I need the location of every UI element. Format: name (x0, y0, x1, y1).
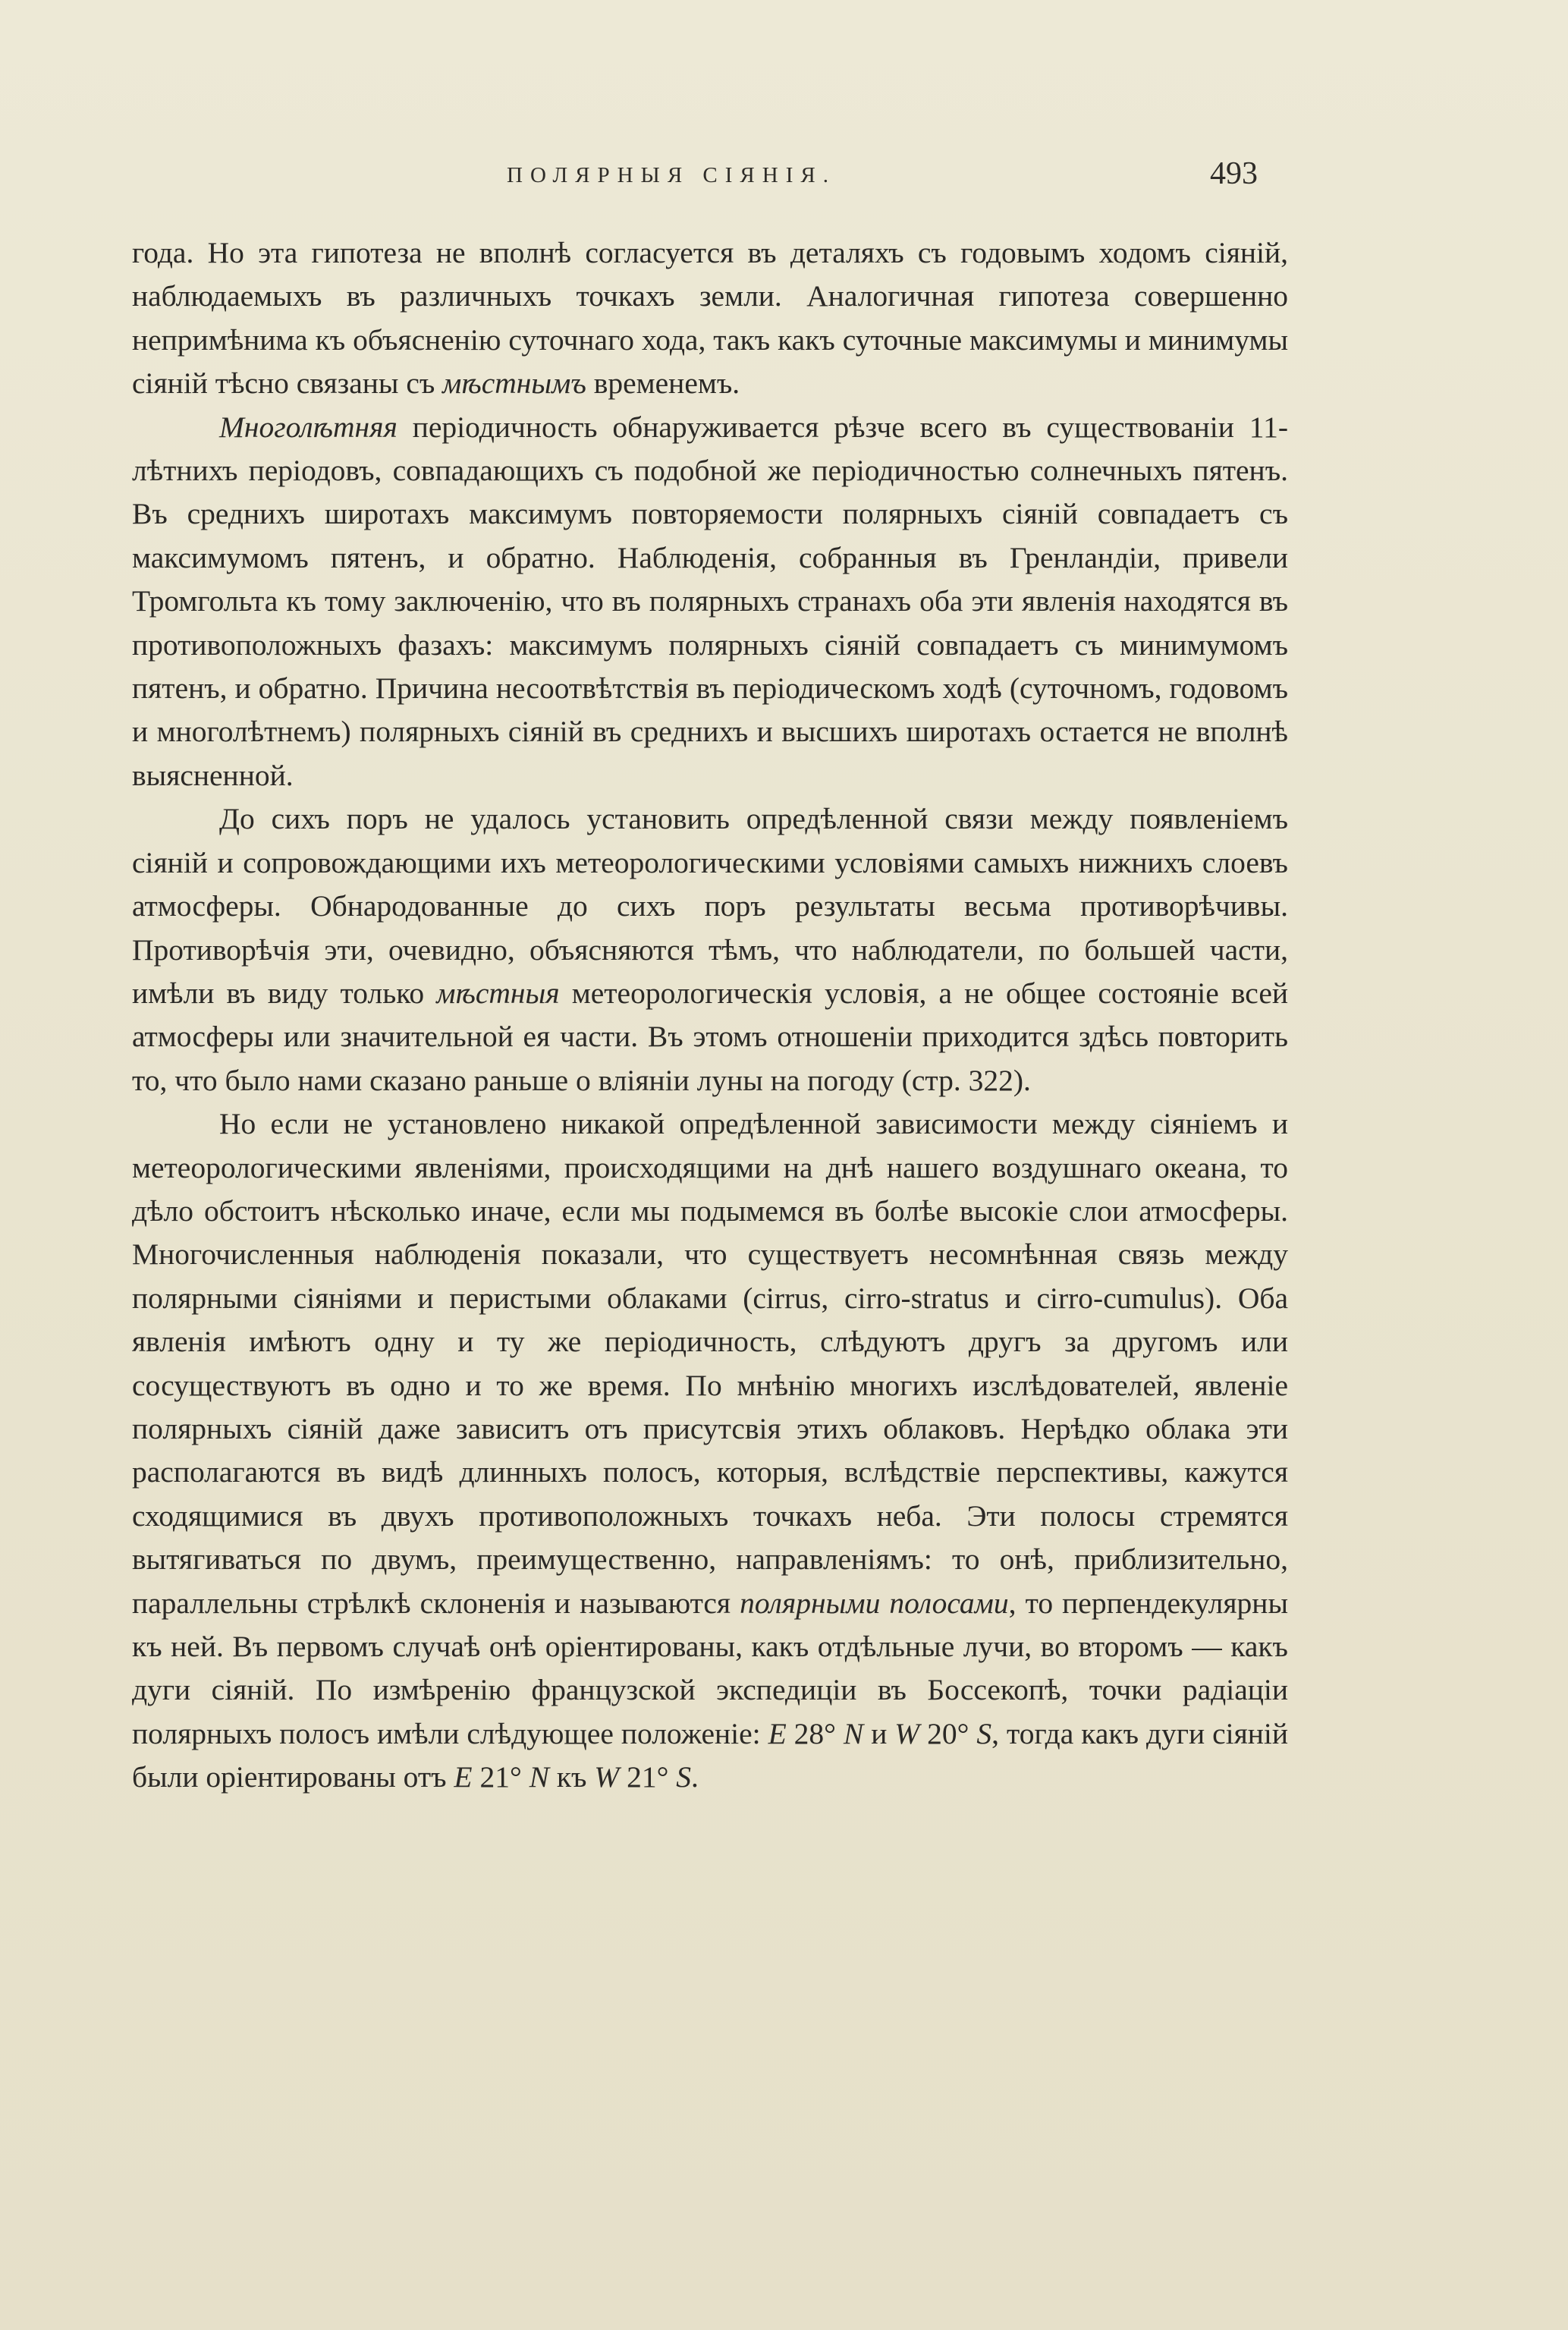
text-run: 28° (786, 1716, 844, 1750)
italic-run: W (594, 1760, 620, 1794)
italic-run: N (843, 1716, 864, 1750)
text-run: 21° (619, 1760, 677, 1794)
text-run: метеорологическія условія, а не общее состояніе всей атмосферы или значительной ея части. Въ этомъ отношеніи приходится здѣсь повторить то, что было нами сказано раньше о вліяніи луны на погоду (стр. 322). (132, 976, 1288, 1097)
italic-run: мѣстнымъ (442, 366, 586, 401)
italic-run: S (976, 1716, 992, 1750)
italic-run: полярными полосами (740, 1586, 1009, 1620)
italic-run: Многолѣтняя (219, 410, 397, 444)
paragraph (132, 1102, 1288, 1800)
paragraph (132, 231, 1288, 406)
running-head (0, 156, 1568, 201)
italic-run: N (529, 1760, 549, 1794)
text-run: , то перпендекулярны къ ней. Въ первомъ случаѣ онѣ оріентированы, какъ отдѣльные лучи, во второмъ — какъ дуги сіяній. По измѣренію французской экспедиціи въ Боссекопѣ, точки радіаціи полярныхъ полосъ имѣли слѣдующее положеніе: (132, 1586, 1288, 1750)
text-run: 20° (919, 1716, 977, 1750)
running-title: ПОЛЯРНЫЯ СІЯНІЯ. (507, 163, 836, 187)
text-run: 21° (472, 1760, 529, 1794)
text-run: и (863, 1716, 895, 1750)
italic-run: E (454, 1760, 473, 1794)
italic-run: E (768, 1716, 787, 1750)
page-number: 493 (1210, 156, 1258, 191)
text-run: , тогда какъ дуги сіяній были оріентированы отъ (132, 1716, 1289, 1794)
italic-run: мѣстныя (436, 976, 560, 1010)
paragraph (132, 797, 1288, 1102)
italic-run: S (676, 1760, 692, 1794)
text-run: До сихъ поръ не удалось установить опредѣленной связи между появленіемъ сіяній и сопровождающими ихъ метеорологическими условіями самыхъ нижнихъ слоевъ атмосферы. Обнародованные до сихъ поръ результаты весьма противорѣчивы. Противорѣчія эти, очевидно, объясняются тѣмъ, что наблюдатели, по большей части, имѣли въ виду только (132, 802, 1288, 1010)
text-run: къ (548, 1760, 595, 1794)
text-run: . (691, 1760, 699, 1794)
text-run: года. Но эта гипотеза не вполнѣ согласуется въ деталяхъ съ годовымъ ходомъ сіяній, наблюдаемыхъ въ различныхъ точкахъ земли. Аналогичная гипотеза совершенно непримѣнима къ объясненію суточнаго хода, такъ какъ суточные максимумы и минимумы сіяній тѣсно связаны съ (132, 236, 1288, 401)
body-text (132, 231, 1288, 1800)
text-run: Но если не установлено никакой опредѣленной зависимости между сіяніемъ и метеорологическими явленіями, происходящими на днѣ нашего воздушнаго океана, то дѣло обстоитъ нѣсколько иначе, если мы подымемся въ болѣе высокіе слои атмосферы. Многочисленныя наблюденія показали, что существуетъ несомнѣнная связь между полярными сіяніями и перистыми облаками (cirrus, cirro-stratus и cirro-cumulus). Оба явленія имѣютъ одну и ту же періодичность, слѣдуютъ другъ за другомъ или сосуществуютъ въ одно и то же время. По мнѣнію многихъ изслѣдователей, явленіе полярныхъ сіяній даже зависитъ отъ присутсвія этихъ облаковъ. Нерѣдко облака эти располагаются въ видѣ длинныхъ полосъ, которыя, вслѣдствіе перспективы, кажутся сходящимися въ двухъ противоположныхъ точкахъ неба. Эти полосы стремятся вытягиваться по двумъ, преимущественно, направленіямъ: то онѣ, приблизительно, параллельны стрѣлкѣ склоненія и называются (132, 1107, 1288, 1620)
text-run: періодичность обнаруживается рѣзче всего въ существованіи 11-лѣтнихъ періодовъ, совпадающихъ съ подобной же періодичностью солнечныхъ пятенъ. Въ среднихъ широтахъ максимумъ повторяемости полярныхъ сіяній совпадаетъ съ максимумомъ пятенъ, и обратно. Наблюденія, собранныя въ Гренландіи, привели Тромгольта къ тому заключенію, что въ полярныхъ странахъ оба эти явленія находятся въ противоположныхъ фазахъ: максимумъ полярныхъ сіяній совпадаетъ съ минимумомъ пятенъ, и обратно. Причина несоотвѣтствія въ періодическомъ ходѣ (суточномъ, годовомъ и многолѣтнемъ) полярныхъ сіяній въ среднихъ и высшихъ широтахъ остается не вполнѣ выясненной. (132, 410, 1288, 792)
text-run: временемъ. (586, 366, 740, 401)
italic-run: W (894, 1716, 920, 1750)
paragraph (132, 406, 1288, 798)
